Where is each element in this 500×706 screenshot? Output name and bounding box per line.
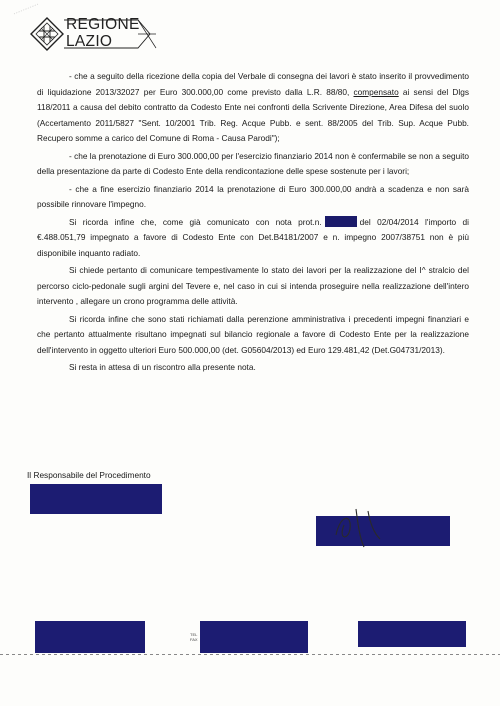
footer-tel-fax bbox=[190, 632, 198, 642]
paragraph-4 bbox=[37, 215, 469, 262]
paragraph-5: Si chiede pertanto di comunicare tempestivamente lo stato dei lavori per la realizzazione del I^ stralcio del percorso ciclo-pedonale sugli argini del Tevere e, nel caso in cui si intenda proseguire nella realizzazione dell'intero intervento , allegare un crono programma delle attività. bbox=[37, 265, 469, 306]
footer-divider bbox=[0, 654, 500, 655]
redacted-name-left bbox=[30, 484, 162, 514]
paragraph-1 bbox=[37, 69, 469, 147]
paragraph-1-underlined: compensato bbox=[353, 86, 399, 97]
logo-line-lazio: LAZIO bbox=[66, 33, 113, 50]
redacted-footer-middle bbox=[200, 621, 308, 653]
paragraph-3: - che a fine esercizio finanziario 2014 la prenotazione di Euro 300.000,00 andrà a scadenza e non sarà possibile rinnovare l'impegno. bbox=[37, 183, 469, 209]
paragraph-4-text-b: del 02/04/2014 l'importo di €.488.051,79 impegnato a favore di Codesto Ente con Det.B4181/2007 e n. impegno 2007/38751 non è più disponibile inquanto radiato. bbox=[37, 216, 469, 258]
responsible-label: Il Responsabile del Procedimento bbox=[27, 470, 151, 480]
logo-line-regione: REGIONE bbox=[66, 16, 140, 33]
signature-stroke bbox=[330, 495, 400, 555]
footer-tel-label: TEL bbox=[190, 632, 198, 637]
paragraph-2: - che la prenotazione di Euro 300.000,00 per l'esercizio finanziario 2014 non è confermabile se non a seguito della presentazione da parte di Codesto Ente della rendicontazione delle spese sostenute per i lavori; bbox=[37, 150, 469, 176]
redacted-protocol-number bbox=[325, 216, 357, 227]
letter-body bbox=[37, 69, 469, 378]
paragraph-4-text-a: Si ricorda infine che, come già comunicato con nota prot.n. bbox=[69, 216, 322, 227]
paragraph-1-text-a: - che a seguito della ricezione della copia del Verbale di consegna dei lavori è stato inserito il provvedimento di liquidazione 2013/32027 per Euro 300.000,00 come previsto dalla L.R. 88/80, bbox=[37, 71, 469, 97]
redacted-footer-left bbox=[35, 621, 145, 653]
redacted-footer-right bbox=[358, 621, 466, 647]
logo-text bbox=[66, 16, 140, 50]
paragraph-7: Si resta in attesa di un riscontro alla presente nota. bbox=[69, 362, 256, 372]
footer-fax-label: FAX bbox=[190, 637, 198, 642]
paragraph-1-text-b: ai sensi del Dlgs 118/2011 a causa del debito contratto da Codesto Ente nei confronti della Scrivente Direzione, Area Difesa del suolo (Accertamento 2011/5827 "Sent. 10/2001 Trib. Reg. Acque Pubb. e sent. 88/2005 del Trib. Sup. Acque Pubb. Recupero somme a carico del Comune di Roma - Causa Parodi"); bbox=[37, 86, 469, 143]
paragraph-6: Si ricorda infine che sono stati richiamati dalla perenzione amministrativa i precedenti impegni finanziari e che pertanto attualmente risultano impegnati sul bilancio regionale a favore di Codesto Ente per la realizzazione dell'intervento in oggetto ulteriori Euro 500.000,00 (det. G05604/2013) ed Euro 129.481,42 (Det.G04731/2013). bbox=[37, 313, 469, 355]
